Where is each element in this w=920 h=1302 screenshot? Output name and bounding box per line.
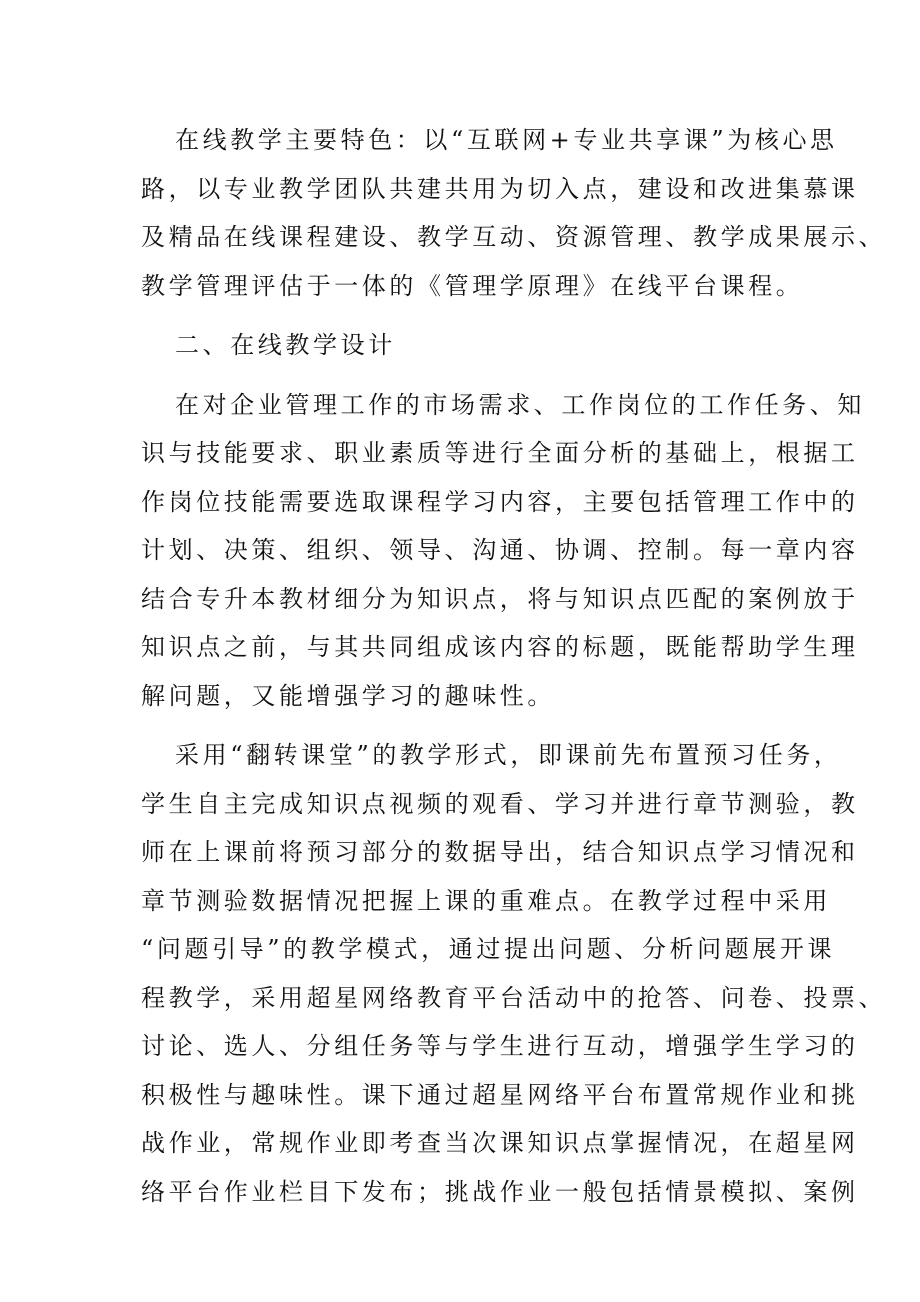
- text-line: 路，以专业教学团队共建共用为切入点，建设和改进集慕课: [141, 174, 859, 203]
- text-line: 积极性与趣味性。课下通过超星网络平台布置常规作业和挑: [141, 1080, 859, 1109]
- text-line: 学生自主完成知识点视频的观看、学习并进行章节测验，教: [141, 789, 859, 818]
- text-line: 教学管理评估于一体的《管理学原理》在线平台课程。: [141, 271, 804, 300]
- text-line: 在对企业管理工作的市场需求、工作岗位的工作任务、知: [175, 390, 865, 419]
- text-line: 作岗位技能需要选取课程学习内容，主要包括管理工作中的: [141, 487, 859, 516]
- text-line: 及精品在线课程建设、教学互动、资源管理、教学成果展示、: [141, 223, 887, 251]
- text-line: 讨论、选人、分组任务等与学生进行互动，增强学生学习的: [141, 1032, 859, 1060]
- paragraph-design: [141, 381, 865, 721]
- heading-text: 二、在线教学设计: [175, 331, 396, 359]
- text-line: 章节测验数据情况把握上课的重难点。在教学过程中采用: [141, 886, 831, 915]
- paragraph-features: [141, 116, 887, 310]
- text-line: 战作业，常规作业即考查当次课知识点掌握情况，在超星网: [141, 1129, 859, 1157]
- text-line: 计划、决策、组织、领导、沟通、协调、控制。每一章内容: [141, 536, 859, 564]
- text-line: 采用“翻转课堂”的教学形式，即课前先布置预习任务，: [175, 741, 842, 769]
- text-line: 知识点之前，与其共同组成该内容的标题，既能帮助学生理: [141, 633, 859, 661]
- text-line: 程教学，采用超星网络教育平台活动中的抢答、问卷、投票、: [141, 983, 887, 1012]
- text-line: “问题引导”的教学模式，通过提出问题、分析问题展开课: [141, 935, 836, 963]
- text-line: 结合专升本教材细分为知识点，将与知识点匹配的案例放于: [141, 584, 859, 613]
- text-line: 解问题，又能增强学习的趣味性。: [141, 681, 555, 710]
- text-line: 在线教学主要特色：以“互联网+专业共享课”为核心思: [175, 126, 838, 154]
- document-body: [141, 116, 887, 1216]
- text-line: 识与技能要求、职业素质等进行全面分析的基础上，根据工: [141, 439, 859, 467]
- paragraph-flipped-classroom: [141, 731, 887, 1216]
- section-heading: [141, 321, 781, 370]
- text-line: 络平台作业栏目下发布；挑战作业一般包括情景模拟、案例: [141, 1177, 859, 1206]
- text-line: 师在上课前将预习部分的数据导出，结合知识点学习情况和: [141, 838, 859, 866]
